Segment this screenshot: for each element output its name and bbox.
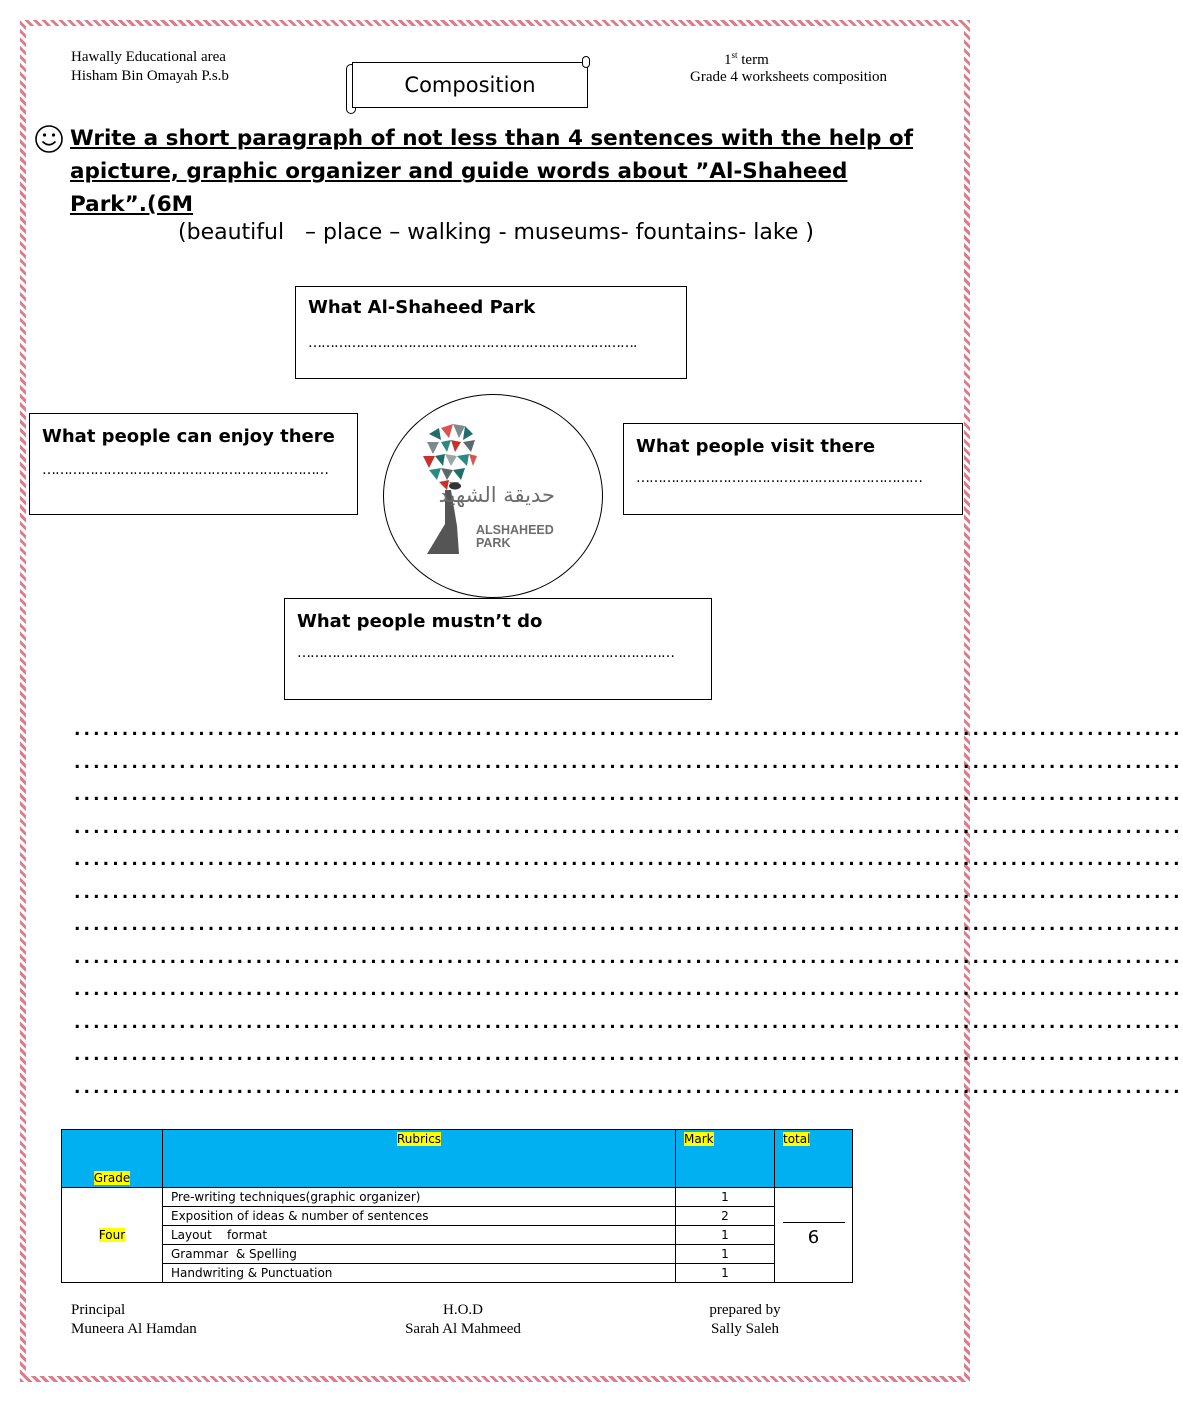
box-visit-dots: ………………………………………………………… bbox=[636, 470, 922, 486]
rubric-row bbox=[62, 1207, 853, 1226]
rubric-head-total-cell bbox=[775, 1130, 853, 1188]
box-enjoy[interactable] bbox=[29, 413, 358, 515]
box-enjoy-title: What people can enjoy there bbox=[42, 426, 335, 447]
writing-line[interactable]: .................................................................................................................... bbox=[74, 980, 1183, 1000]
rubric-header-row bbox=[62, 1130, 853, 1188]
box-what-park[interactable] bbox=[295, 286, 687, 379]
writing-line[interactable]: .................................................................................................................... bbox=[74, 817, 1183, 838]
school-name: Hisham Bin Omayah P.s.b bbox=[71, 68, 229, 84]
rubric-table bbox=[61, 1129, 853, 1283]
smiley-icon bbox=[34, 124, 64, 154]
term-suffix: st bbox=[731, 50, 738, 60]
rubric-mark: 1 bbox=[676, 1264, 775, 1283]
rubric-item: Handwriting & Punctuation bbox=[163, 1264, 676, 1283]
rubric-head-rubrics-cell bbox=[163, 1130, 676, 1188]
term-word: term bbox=[741, 52, 769, 68]
rubric-mark: 2 bbox=[676, 1207, 775, 1226]
writing-line[interactable]: .................................................................................................................... bbox=[74, 720, 1183, 740]
rubric-row bbox=[62, 1264, 853, 1283]
rubric-grade-value: Four bbox=[98, 1228, 126, 1242]
prepared-label: prepared by bbox=[709, 1302, 781, 1318]
box-what-park-dots: …………………………………………………………………. bbox=[308, 335, 637, 351]
rubric-mark: 1 bbox=[676, 1226, 775, 1245]
scroll-curl-right bbox=[582, 56, 590, 68]
logo-line1: ALSHAHEED bbox=[475, 522, 554, 537]
instruction-text: Write a short paragraph of not less than 4 sentences with the help of apicture, graphic organizer and guide words about ”Al-Shaheed Park”.(6M bbox=[70, 126, 914, 217]
rubric-item: Layout format bbox=[163, 1226, 676, 1245]
writing-line[interactable]: .................................................................................................................... bbox=[74, 947, 1183, 968]
rubric-head-grade-cell bbox=[62, 1130, 163, 1188]
rubric-row bbox=[62, 1245, 853, 1264]
rubric-item: Pre-writing techniques(graphic organizer) bbox=[163, 1188, 676, 1207]
educational-area: Hawally Educational area bbox=[71, 49, 226, 65]
writing-line[interactable]: .................................................................................................................... bbox=[74, 1045, 1183, 1065]
rubric-grade-cell bbox=[62, 1188, 163, 1283]
footer-principal bbox=[71, 1301, 197, 1339]
hod-label: H.O.D bbox=[443, 1302, 483, 1318]
box-visit-title: What people visit there bbox=[636, 436, 876, 457]
principal-name: Muneera Al Hamdan bbox=[71, 1321, 197, 1337]
term-label bbox=[690, 46, 950, 70]
rubric-row bbox=[62, 1226, 853, 1245]
writing-area[interactable] bbox=[74, 714, 1183, 1104]
writing-line[interactable]: .................................................................................................................... bbox=[74, 850, 1183, 870]
rubric-item: Exposition of ideas & number of sentences bbox=[163, 1207, 676, 1226]
writing-line[interactable]: .................................................................................................................... bbox=[74, 752, 1183, 773]
park-logo bbox=[383, 394, 603, 598]
box-mustnt-dots: …………………………………………………………………………… bbox=[297, 645, 674, 661]
rubric-mark: 1 bbox=[676, 1245, 775, 1264]
guide-words: (beautiful – place – walking - museums- fountains- lake ) bbox=[178, 220, 814, 245]
rubric-head-total: total bbox=[783, 1132, 811, 1146]
logo-arabic: حديقة الشهيد bbox=[438, 482, 555, 507]
hod-name: Sarah Al Mahmeed bbox=[405, 1321, 521, 1337]
grade-label: Grade 4 worksheets composition bbox=[690, 69, 888, 85]
rubric-row bbox=[62, 1188, 853, 1207]
rubric-head-grade: Grade bbox=[93, 1171, 131, 1185]
prepared-name: Sally Saleh bbox=[711, 1321, 779, 1337]
box-mustnt-title: What people mustn’t do bbox=[297, 611, 543, 632]
park-logo-circle bbox=[383, 394, 603, 598]
box-visit[interactable] bbox=[623, 423, 963, 515]
rubric-item: Grammar & Spelling bbox=[163, 1245, 676, 1264]
term-info bbox=[690, 46, 950, 87]
writing-line[interactable]: .................................................................................................................... bbox=[74, 1012, 1183, 1033]
box-mustnt[interactable] bbox=[284, 598, 712, 700]
box-what-park-title: What Al-Shaheed Park bbox=[308, 297, 536, 318]
footer-prepared bbox=[700, 1301, 790, 1339]
rubric-head-rubrics: Rubrics bbox=[396, 1132, 442, 1146]
writing-line[interactable]: .................................................................................................................... bbox=[74, 882, 1183, 903]
rubric-head-mark: Mark bbox=[684, 1132, 714, 1146]
footer-hod bbox=[398, 1301, 528, 1339]
page-title: Composition bbox=[404, 73, 536, 97]
rubric-total-cell bbox=[775, 1188, 853, 1283]
writing-line[interactable]: .................................................................................................................... bbox=[74, 785, 1183, 805]
writing-line[interactable]: .................................................................................................................... bbox=[74, 915, 1183, 935]
writing-line[interactable]: .................................................................................................................... bbox=[74, 1077, 1183, 1098]
rubric-mark: 1 bbox=[676, 1188, 775, 1207]
rubric-head-mark-cell bbox=[676, 1130, 775, 1188]
box-enjoy-dots: ………………………………………………………… bbox=[42, 462, 328, 478]
rubric-total-value: 6 bbox=[783, 1222, 845, 1248]
term-number: 1 bbox=[724, 52, 732, 68]
title-scroll bbox=[352, 62, 588, 108]
school-info bbox=[71, 48, 229, 86]
logo-line2: PARK bbox=[475, 535, 510, 550]
principal-label: Principal bbox=[71, 1302, 126, 1318]
